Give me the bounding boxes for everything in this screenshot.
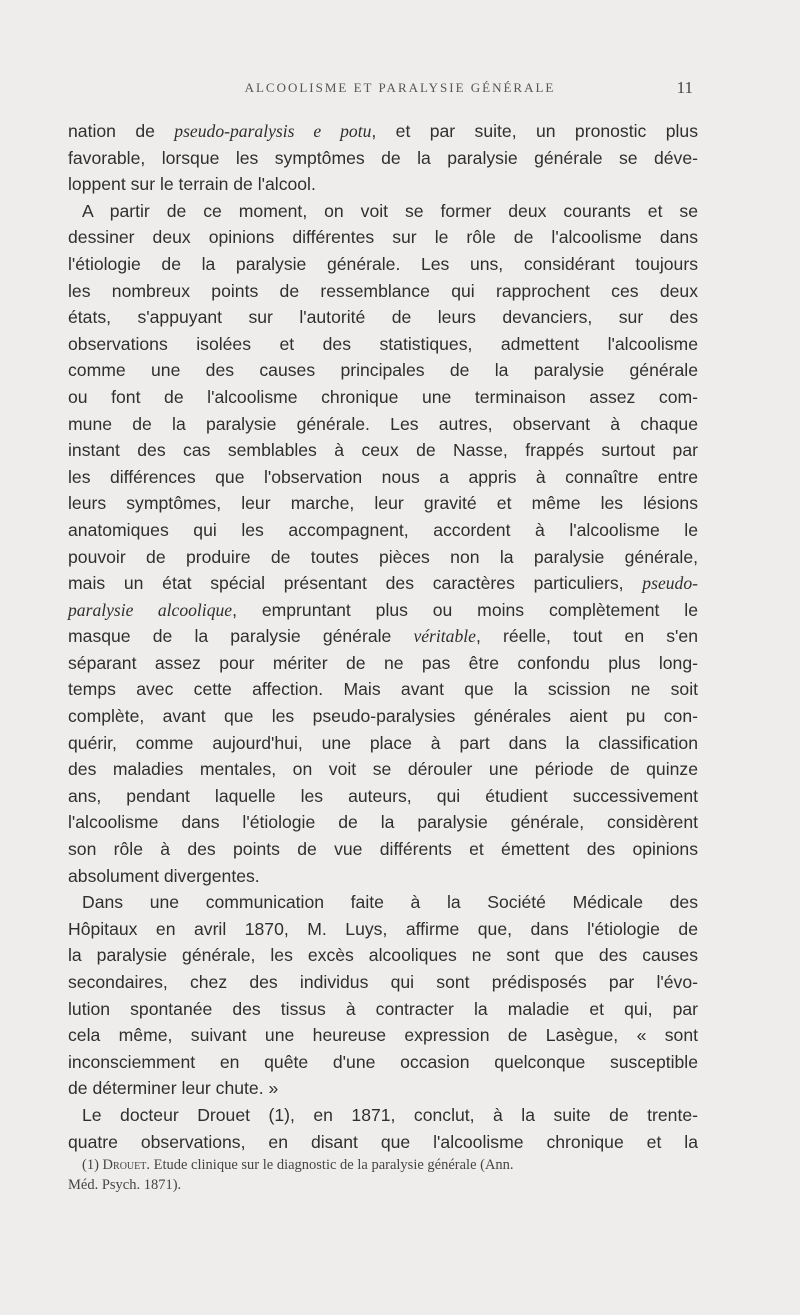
text-run: anatomiques qui les accompagnent, accordent à l'alcoolisme le: [68, 519, 698, 540]
text-run: temps avec cette affection. Mais avant que la scission ne soit: [68, 679, 698, 700]
footnote-line: [68, 1155, 698, 1175]
text-line: [68, 916, 698, 943]
text-run: , réelle, tout en s'en: [475, 626, 698, 647]
text-run: lution spontanée des tissus à contracter la maladie et qui, par: [68, 998, 698, 1019]
text-line: [68, 1102, 698, 1129]
text-run: loppent sur le terrain de l'alcool.: [68, 174, 316, 195]
text-line: [68, 437, 698, 464]
text-line: [68, 1022, 698, 1049]
text-line: [68, 863, 698, 890]
text-line: [68, 730, 698, 757]
text-run: séparant assez pour mériter de ne pas être confondu plus long-: [68, 652, 698, 673]
text-run: les différences que l'observation nous a appris à connaître entre: [68, 466, 698, 487]
italic-text: pseudo-paralysis e potu: [174, 121, 372, 141]
text-line: [68, 623, 698, 650]
text-run: quatre observations, en disant que l'alcoolisme chronique et la: [68, 1131, 698, 1152]
running-title: ALCOOLISME ET PARALYSIE GÉNÉRALE: [244, 80, 556, 95]
text-line: [68, 756, 698, 783]
text-line: [68, 251, 698, 278]
text-line: [68, 942, 698, 969]
text-line: [68, 304, 698, 331]
text-run: l'alcoolisme dans l'étiologie de la paralysie générale, considèrent: [68, 812, 698, 833]
text-line: [68, 650, 698, 677]
text-line: [68, 544, 698, 571]
text-run: absolument divergentes.: [68, 865, 260, 886]
text-run: Dans une communication faite à la Société Médicale des: [82, 892, 698, 913]
text-line: [68, 490, 698, 517]
text-line: [68, 517, 698, 544]
text-run: les nombreux points de ressemblance qui rapprochent ces deux: [68, 280, 698, 301]
text-line: [68, 969, 698, 996]
text-run: secondaires, chez des individus qui sont prédisposés par l'évo-: [68, 972, 698, 992]
body-text: [68, 118, 698, 1155]
italic-text: pseudo-: [642, 573, 698, 594]
text-run: observations isolées et des statistiques, admettent l'alcoolisme: [68, 333, 698, 354]
text-run: de déterminer leur chute. »: [68, 1078, 279, 1099]
text-line: [68, 411, 698, 438]
text-run: comme une des causes principales de la paralysie générale: [68, 360, 698, 381]
text-line: [68, 384, 698, 411]
text-line: [68, 809, 698, 836]
italic-text: paralysie alcoolique: [68, 599, 233, 620]
text-line: [68, 331, 698, 358]
text-line: [68, 1129, 698, 1156]
text-line: [68, 703, 698, 730]
text-line: [68, 1075, 698, 1102]
text-line: [68, 1049, 698, 1076]
text-run: états, s'appuyant sur l'autorité de leurs devanciers, sur des: [68, 307, 698, 328]
text-run: quérir, comme aujourd'hui, une place à part dans la classification: [68, 732, 698, 753]
text-line: [68, 171, 698, 198]
text-run: favorable, lorsque les symptômes de la paralysie générale se déve-: [68, 147, 698, 168]
footnote-text: . Etude clinique sur le diagnostic de la paralysie générale (Ann.: [146, 1157, 514, 1173]
text-run: la paralysie générale, les excès alcooliques ne sont que des causes: [68, 945, 698, 966]
text-line: [68, 224, 698, 251]
text-run: ans, pendant laquelle les auteurs, qui étudient successivement: [68, 785, 698, 806]
footnote-line: Méd. Psych. 1871).: [68, 1177, 182, 1193]
text-run: des maladies mentales, on voit se dérouler une période de quinze: [68, 759, 698, 780]
text-run: , et par suite, un pronostic plus: [371, 121, 698, 141]
footnote-author: Drouet: [102, 1157, 147, 1173]
text-run: cela même, suivant une heureuse expression de Lasègue, « sont: [68, 1025, 698, 1046]
text-run: son rôle à des points de vue différents et émettent des opinions: [68, 839, 698, 860]
text-line: [68, 464, 698, 491]
text-line: [68, 889, 698, 916]
running-header: [0, 80, 800, 104]
text-run: instant des cas semblables à ceux de Nasse, frappés surtout par: [68, 440, 698, 461]
text-run: mais un état spécial présentant des caractères particuliers,: [68, 573, 643, 594]
text-line: [68, 996, 698, 1023]
text-run: Le docteur Drouet (1), en 1871, conclut, à la suite de trente-: [82, 1104, 698, 1125]
text-run: nation de: [68, 121, 175, 141]
text-run: pouvoir de produire de toutes pièces non la paralysie générale,: [68, 546, 698, 567]
text-line: [68, 597, 698, 624]
text-line: [68, 145, 698, 172]
text-run: , empruntant plus ou moins complètement le: [232, 599, 698, 620]
text-line: [68, 118, 698, 145]
text-run: mune de la paralysie générale. Les autres, observant à chaque: [68, 413, 698, 434]
text-run: inconsciemment en quête d'une occasion quelconque susceptible: [68, 1051, 698, 1072]
text-line: [68, 357, 698, 384]
text-run: Hôpitaux en avril 1870, M. Luys, affirme que, dans l'étiologie de: [68, 918, 698, 939]
footnote: [68, 1155, 698, 1195]
text-line: [68, 570, 698, 597]
text-line: [68, 198, 698, 225]
text-run: A partir de ce moment, on voit se former deux courants et se: [82, 200, 698, 221]
text-run: ou font de l'alcoolisme chronique une terminaison assez com-: [68, 386, 698, 407]
text-line: [68, 836, 698, 863]
text-line: [68, 278, 698, 305]
text-line: [68, 676, 698, 703]
italic-text: véritable: [413, 626, 476, 647]
text-run: dessiner deux opinions différentes sur le rôle de l'alcoolisme dans: [68, 227, 698, 248]
text-run: masque de la paralysie générale: [68, 626, 414, 647]
text-run: leurs symptômes, leur marche, leur gravité et même les lésions: [68, 493, 698, 514]
footnote-marker: (1): [82, 1157, 103, 1173]
text-line: [68, 783, 698, 810]
text-run: l'étiologie de la paralysie générale. Les uns, considérant toujours: [68, 253, 698, 274]
text-run: complète, avant que les pseudo-paralysies générales aient pu con-: [68, 706, 698, 727]
page-number: 11: [676, 78, 693, 97]
